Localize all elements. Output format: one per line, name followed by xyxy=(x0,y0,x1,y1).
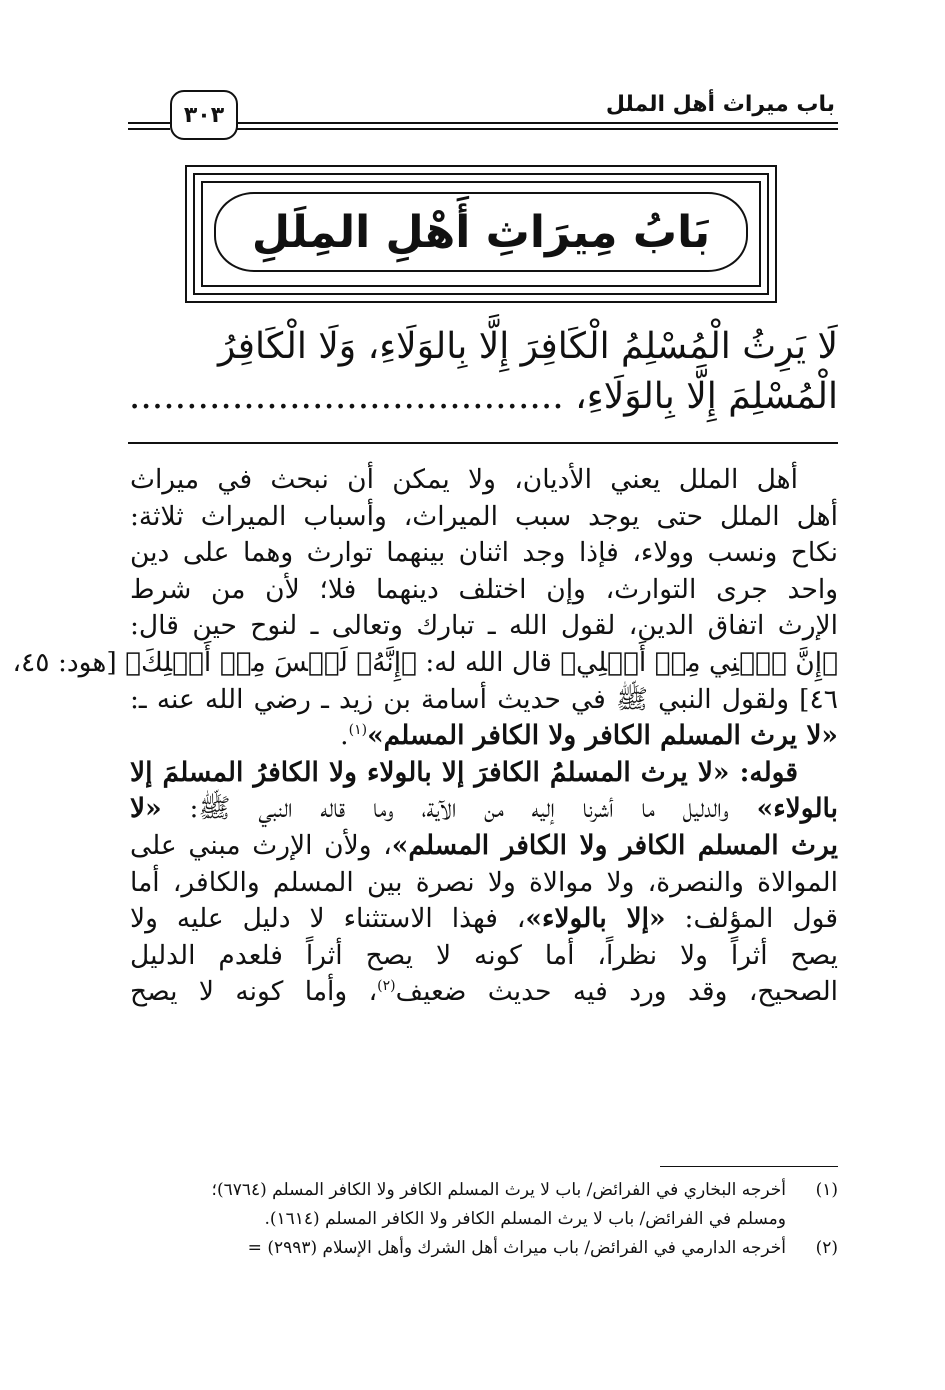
body-line: واحد جرى التوارث، وإن اختلف دينهما فلا؛ لأن من شرط xyxy=(130,573,838,605)
quote: بالولاء» xyxy=(756,793,838,825)
footnote-text: أخرجه الدارمي في الفرائض/ باب ميراث أهل الشرك وأهل الإسلام (٢٩٩٣) = xyxy=(247,1238,786,1258)
body-line: يصح أثراً ولا نظراً، أما كونه لا يصح أثراً فلعدم الدليل xyxy=(130,939,838,971)
matn-separator xyxy=(128,442,838,444)
footnote-number: (٢) xyxy=(815,1238,838,1258)
footnote-text: أخرجه البخاري في الفرائض/ باب لا يرث المسلم الكافر ولا الكافر المسلم (٦٧٦٤)؛ xyxy=(211,1180,786,1200)
footnote-number: (١) xyxy=(815,1180,838,1200)
matn-line: الْمُسْلِمَ إِلَّا بِالوَلَاءِ، ...................................... xyxy=(128,376,838,417)
text: ، وأما كونه لا يصح xyxy=(130,976,378,1008)
body-line: الإرث اتفاق الدين، لقول الله ـ تبارك وتعالى ـ لنوح حين قال: xyxy=(130,610,838,642)
body-line: ﴿إِنَّ ٱبۡنِي مِنۡ أَهۡلِي﴾ قال الله له: ﴿إِنَّهُۥ لَيۡسَ مِنۡ أَهۡلِكَ﴾ [هود: ٤٥، xyxy=(12,646,838,678)
footnote xyxy=(105,1176,838,1205)
body-line: ٤٦] ولقول النبي ﷺ في حديث أسامة بن زيد ـ رضي الله عنه ـ: xyxy=(130,683,838,715)
hadith-quote: «لا يرث المسلم الكافر ولا الكافر المسلم» xyxy=(367,720,838,752)
text: الصحيح، وقد ورد فيه حديث ضعيف xyxy=(395,976,839,1008)
footnote xyxy=(105,1234,838,1263)
punctuation: . xyxy=(340,720,349,752)
footnote-separator xyxy=(660,1166,838,1167)
body-line xyxy=(130,718,838,755)
text: ، ولأن الإرث مبني على xyxy=(130,829,392,861)
footnote-ref: (١) xyxy=(348,722,368,739)
footnote-ref: (٢) xyxy=(377,978,396,995)
header-rule xyxy=(234,128,838,130)
header-rule xyxy=(128,128,170,130)
body-line: الموالاة والنصرة، ولا موالاة ولا نصرة بين المسلم والكافر، أما xyxy=(130,866,838,898)
footnote-continuation: ومسلم في الفرائض/ باب لا يرث المسلم الكافر ولا الكافر المسلم (١٦١٤). xyxy=(264,1209,786,1229)
hadith-quote: يرث المسلم الكافر ولا الكافر المسلم» xyxy=(391,829,839,861)
chapter-title-cartouche xyxy=(214,192,748,272)
body-line: أهل الملل يعني الأديان، ولا يمكن أن نبحث في ميراث xyxy=(130,464,798,495)
running-title: باب ميراث أهل الملل xyxy=(605,92,835,117)
text: قول المؤلف: xyxy=(665,903,838,935)
body-line xyxy=(130,974,838,1011)
quote: «إلا بالولاء» xyxy=(525,903,666,935)
body-line: أهل الملل حتى يوجد سبب الميراث، وأسباب الميراث ثلاثة: xyxy=(130,500,838,532)
chapter-title: بَابُ مِيرَاثِ أَهْلِ المِلَلِ xyxy=(251,206,711,258)
commentary-text xyxy=(12,462,839,1011)
header-rule xyxy=(128,122,170,124)
footnotes xyxy=(105,1176,838,1263)
body-line: نكاح ونسب وولاء، فإذا وجد اثنان بينهما توارث وهما على دين xyxy=(130,537,838,569)
page-number: ٣٠٣ xyxy=(170,90,238,140)
body-line xyxy=(130,828,838,865)
text: والدليل ما أشرنا إليه من الآية، وما قاله النبي ﷺ: xyxy=(161,793,757,825)
body-line: قوله: «لا يرث المسلمُ الكافرَ إلا بالولاء ولا الكافرُ المسلمَ إلا xyxy=(130,756,798,788)
quote: «لا xyxy=(130,793,162,825)
matn-text xyxy=(130,322,838,422)
header-rule xyxy=(234,122,838,124)
matn-line: لَا يَرِثُ الْمُسْلِمُ الْكَافِرَ إِلَّا بِالوَلَاءِ، وَلَا الْكَافِرُ xyxy=(217,326,838,367)
body-line xyxy=(130,791,838,828)
body-line xyxy=(130,901,838,938)
text: ، فهذا الاستثناء لا دليل عليه ولا xyxy=(130,903,526,935)
